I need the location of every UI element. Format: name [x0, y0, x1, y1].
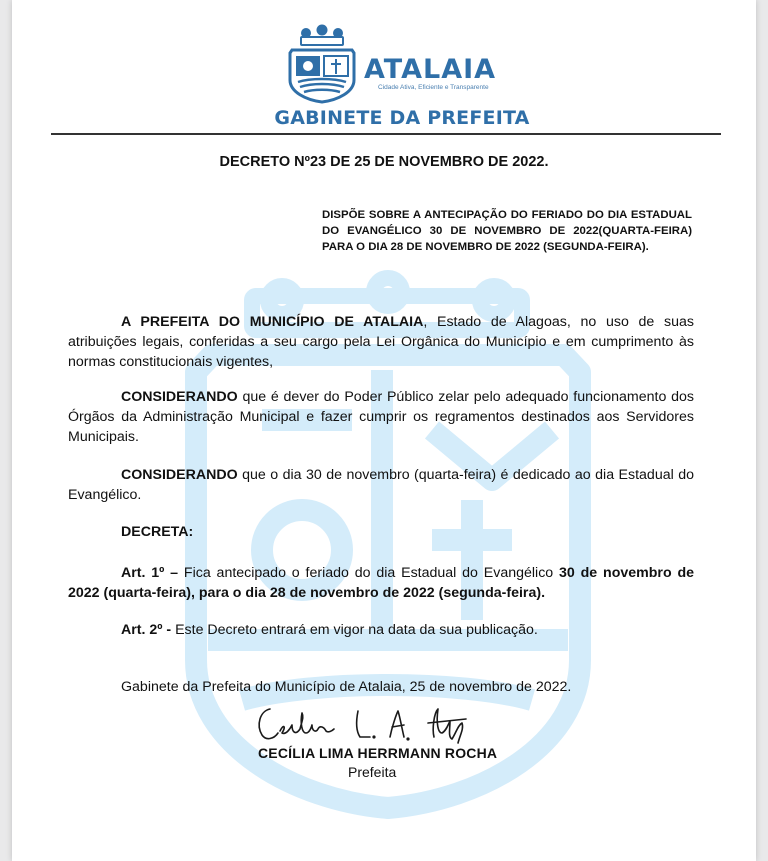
intro-bold: A PREFEITA DO MUNICÍPIO DE ATALAIA — [121, 314, 424, 330]
article-1-bold: 30 de novembro de 2022 (quarta-feira), para o dia 28 de novembro de 2022 (segunda-feira). — [68, 565, 695, 601]
article-1 — [68, 563, 694, 603]
signer-role: Prefeita — [348, 764, 397, 780]
article-1-label: Art. 1º – — [121, 565, 179, 581]
header-divider — [51, 133, 721, 135]
article-2-label: Art. 2º - — [121, 622, 172, 638]
considerando-paragraph-1 — [68, 387, 694, 447]
brand-name: ATALAIA — [364, 54, 497, 85]
document-page — [12, 0, 756, 861]
brand-tagline: Cidade Ativa, Eficiente e Transparente — [378, 84, 489, 91]
considerando-2-text: que o dia 30 de novembro (quarta-feira) é dedicado ao dia Estadual do Evangélico. — [68, 467, 694, 503]
atalaia-logo-icon — [286, 24, 358, 104]
article-2 — [68, 620, 694, 640]
considerando-1-bold: CONSIDERANDO — [121, 389, 238, 405]
considerando-2-bold: CONSIDERANDO — [121, 467, 238, 483]
intro-paragraph — [68, 312, 694, 372]
closing-line: Gabinete da Prefeita do Município de Atalaia, 25 de novembro de 2022. — [121, 679, 572, 695]
handwritten-signature — [252, 703, 482, 747]
decree-summary: DISPÕE SOBRE A ANTECIPAÇÃO DO FERIADO DO DIA ESTADUAL DO EVANGÉLICO 30 DE NOVEMBRO DE 2022(QUARTA-FEIRA) PARA O DIA 28 DE NOVEMBRO DE 2022 (SEGUNDA-FEIRA). — [322, 209, 692, 253]
office-title: GABINETE DA PREFEITA — [274, 107, 530, 129]
intro-text: , Estado de Alagoas, no uso de suas atribuições legais, conferidas a seu cargo pela Lei Orgânica do Município e em cumprimento às normas constitucionais vigentes, — [68, 314, 694, 370]
signer-name: CECÍLIA LIMA HERRMANN ROCHA — [258, 745, 498, 761]
decreta-heading — [68, 522, 694, 542]
decreta-text: DECRETA: — [121, 524, 194, 540]
article-2-text: Este Decreto entrará em vigor na data da sua publicação. — [171, 622, 538, 638]
decree-title: DECRETO Nº23 DE 25 DE NOVEMBRO DE 2022. — [219, 154, 549, 170]
considerando-1-text: que é dever do Poder Público zelar pelo adequado funcionamento dos Órgãos da Administração Municipal e fazer cumprir os regramentos destinados aos Servidores Municipais. — [68, 389, 694, 445]
considerando-paragraph-2 — [68, 465, 694, 505]
article-1-text: Fica antecipado o feriado do dia Estadual do Evangélico — [178, 565, 560, 581]
